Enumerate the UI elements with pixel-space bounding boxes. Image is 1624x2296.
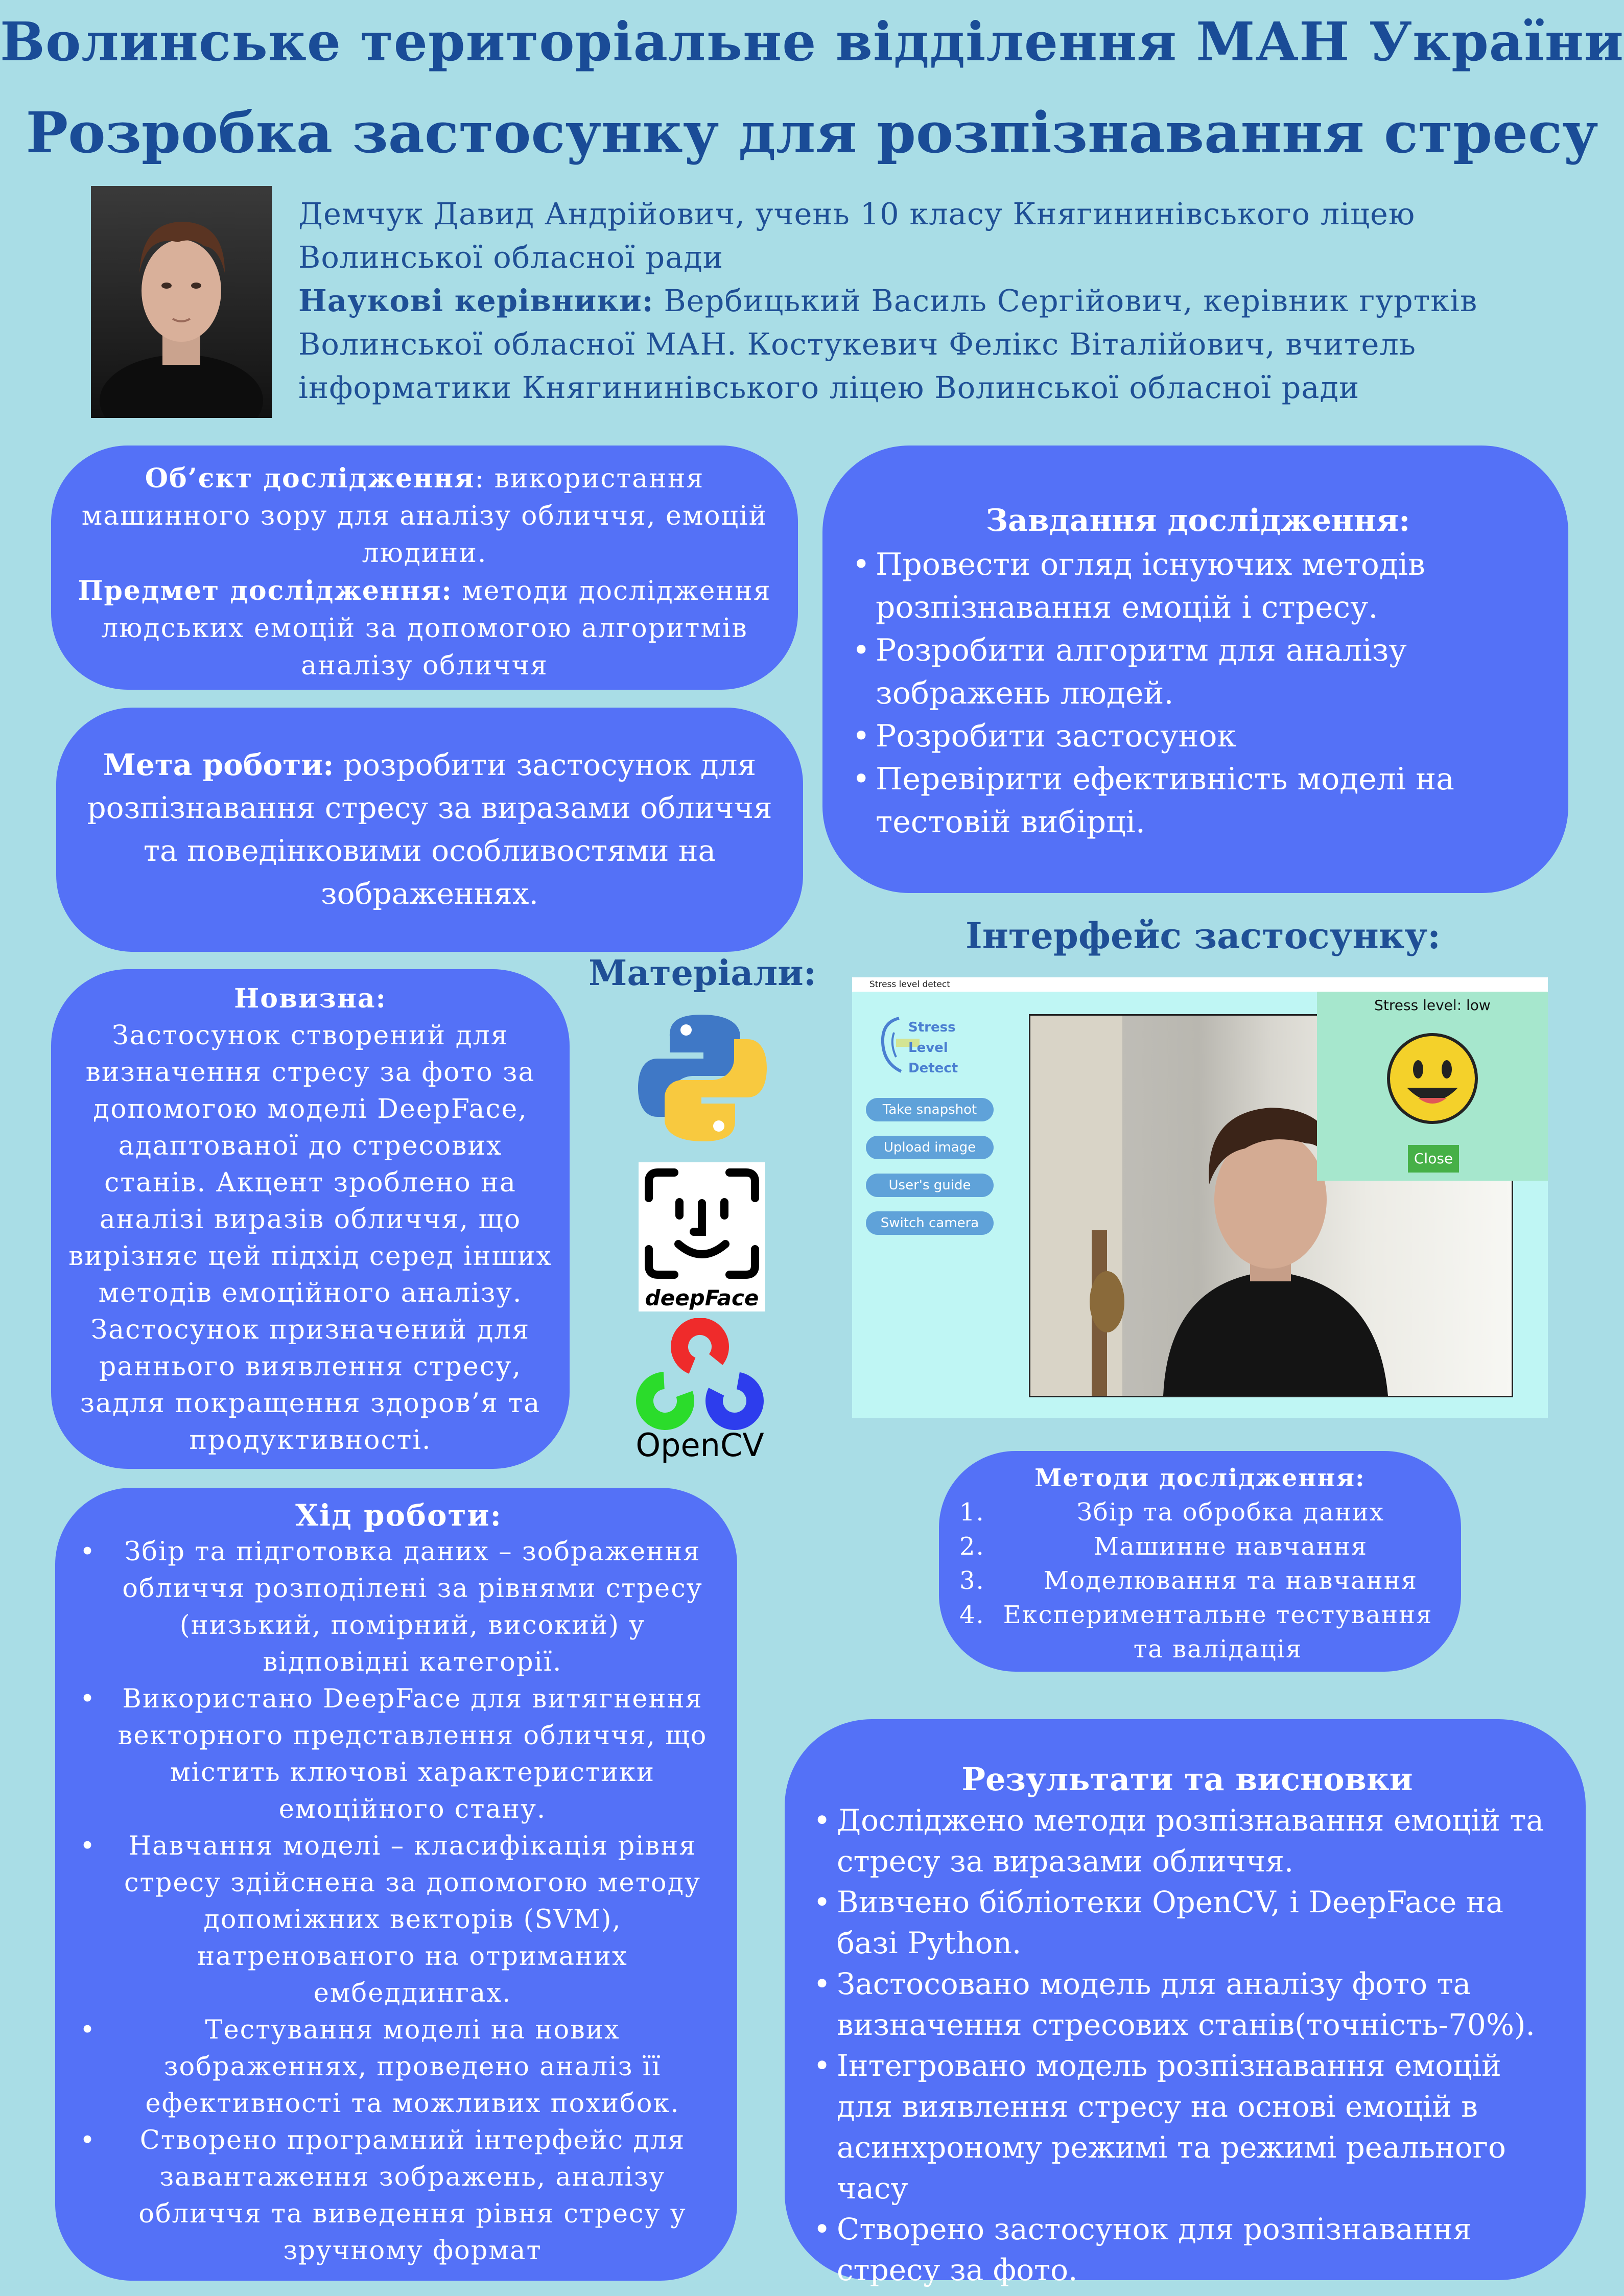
object-paragraph <box>72 460 778 572</box>
progress-block <box>55 1488 737 2281</box>
task-item: • Розробити алгоритм для аналізу зображень людей. <box>848 629 1548 715</box>
app-logo <box>879 1012 958 1079</box>
object-subject-block <box>51 446 798 690</box>
portrait-illustration <box>91 186 272 418</box>
author-info <box>298 192 1524 409</box>
upload-image-button[interactable]: Upload image <box>866 1136 994 1159</box>
goal-block <box>56 708 803 952</box>
logo-line: Level <box>908 1040 948 1056</box>
progress-title: Хід роботи: <box>295 1498 502 1533</box>
supervisors-label: Наукові керівники: <box>298 283 654 318</box>
interface-title: Інтерфейс застосунку: <box>966 915 1441 957</box>
tasks-title: Завдання дослідження: <box>985 503 1410 538</box>
methods-block <box>939 1451 1461 1672</box>
subject-label: Предмет дослідження: <box>78 575 453 606</box>
deepface-label: deepFace <box>645 1285 759 1310</box>
methods-item-2: 2. Машинне навчання <box>959 1530 1441 1564</box>
object-label: Об’єкт дослідження <box>145 463 475 494</box>
progress-item: • Збір та підготовка даних – зображення обличчя розподілені за рівнями стресу (низький, помірний, високий) у відповідні категорії. <box>76 1534 722 1681</box>
window-titlebar <box>852 977 1548 992</box>
goal-text: розробити застосунок для розпізнавання стресу за виразами обличчя та поведінковими особливостями на зображеннях. <box>87 747 772 911</box>
task-item: • Перевірити ефективність моделі на тестовій вибірці. <box>848 758 1548 844</box>
project-title: Розробка застосунку для розпізнавання стресу <box>26 100 1598 166</box>
users-guide-button[interactable]: User's guide <box>866 1174 994 1197</box>
results-item: • Інтегровано модель розпізнавання емоцій для виявлення стресу на основі емоцій в асинхроному режимі та режимі реального часу <box>809 2045 1565 2209</box>
python-logo <box>636 1012 769 1144</box>
deepface-logo <box>639 1162 765 1311</box>
methods-item-text: Моделювання та навчання <box>1043 1566 1418 1595</box>
progress-item: • Тестування моделі на нових зображеннях, проведено аналіз її ефективності та можливих похибок. <box>76 2012 722 2122</box>
app-screenshot <box>852 977 1548 1418</box>
smiley-icon <box>1386 1033 1478 1124</box>
supervisors-text-1: Вербицький Василь Сергійович, керівник гуртків <box>653 283 1478 318</box>
results-item: • Вивчено бібліотеки OpenCV, і DeepFace на базі Python. <box>809 1882 1565 1963</box>
institution-title: Волинське територіальне відділення МАН України <box>0 10 1624 73</box>
methods-item-text: Машинне навчання <box>1093 1532 1368 1561</box>
progress-list <box>76 1534 722 2269</box>
opencv-label: OpenCV <box>636 1426 764 1464</box>
methods-item-3: 3. Моделювання та навчання <box>959 1564 1441 1598</box>
goal-label: Мета роботи: <box>103 747 334 782</box>
methods-item-text: Збір та обробка даних <box>1077 1498 1384 1527</box>
results-title: Результати та висновки <box>961 1761 1413 1798</box>
tasks-block <box>822 446 1568 893</box>
take-snapshot-button[interactable]: Take snapshot <box>866 1098 994 1121</box>
methods-item-1: 1. Збір та обробка даних <box>959 1495 1441 1530</box>
supervisors-line-1 <box>298 279 1524 322</box>
progress-item: • Використано DeepFace для витягнення векторного представлення обличчя, що містить ключові характеристики емоційного стану. <box>76 1681 722 1828</box>
novelty-text: Застосунок створений для визначення стресу за фото за допомогою моделі DeepFace, адаптованої до стресових станів. Акцент зроблено на аналізі виразів обличчя, що вирізняє цей підхід серед інших методів емоційного аналізу. Застосунок призначений для раннього виявлення стресу, задля покращення здоров’я та продуктивності. <box>68 1020 552 1456</box>
stress-result-popup <box>1317 992 1548 1181</box>
opencv-logo <box>633 1318 766 1466</box>
author-line-2: Волинської обласної ради <box>298 240 723 275</box>
switch-camera-button[interactable]: Switch camera <box>866 1211 994 1235</box>
window-title: Stress level detect <box>869 979 950 990</box>
methods-item-4: 4. Експериментальне тестування та валідація <box>959 1598 1441 1667</box>
logo-line: Detect <box>908 1061 958 1076</box>
logo-line: Stress <box>908 1020 956 1035</box>
task-item: • Провести огляд існуючих методів розпізнавання емоцій і стресу. <box>848 543 1548 629</box>
supervisors-line-2: Волинської обласної МАН. Костукевич Фелікс Віталійович, вчитель <box>298 326 1417 362</box>
methods-item-text: Експериментальне тестування та валідація <box>1003 1601 1433 1664</box>
subject-paragraph <box>72 572 778 685</box>
tasks-list <box>848 543 1548 844</box>
subject-text: методи дослідження людських емоцій за допомогою алгоритмів аналізу обличчя <box>101 576 771 681</box>
goal-paragraph <box>66 743 793 915</box>
materials-title: Матеріали: <box>589 953 816 994</box>
progress-item: • Навчання моделі – класифікація рівня стресу здійснена за допомогою методу допоміжних векторів (SVM), натренованого на отриманих ембеддингах. <box>76 1828 722 2012</box>
stress-level-text: Stress level: low <box>1374 997 1491 1014</box>
close-button[interactable]: Close <box>1408 1145 1459 1173</box>
novelty-block <box>51 969 570 1469</box>
results-item: • Досліджено методи розпізнавання емоцій та стресу за виразами обличчя. <box>809 1800 1565 1882</box>
task-item: • Розробити застосунок <box>848 715 1548 758</box>
author-line-1: Демчук Давид Андрійович, учень 10 класу Княгининівського ліцею <box>298 196 1416 231</box>
results-block <box>785 1719 1586 2287</box>
results-list <box>809 1800 1565 2290</box>
object-text: : використання машинного зору для аналізу обличчя, емоцій людини. <box>81 463 768 569</box>
results-item: • Застосовано модель для аналізу фото та визначення стресових станів(точність-70%). <box>809 1963 1565 2045</box>
author-portrait <box>91 186 272 418</box>
progress-item: • Створено програмний інтерфейс для завантаження зображень, аналізу обличчя та виведення рівня стресу у зручному формат <box>76 2122 722 2269</box>
novelty-title: Новизна: <box>234 983 387 1014</box>
methods-title: Методи дослідження: <box>1034 1464 1366 1492</box>
results-item: • Створено застосунок для розпізнавання стресу за фото. <box>809 2209 1565 2290</box>
supervisors-line-3: інформатики Княгининівського ліцею Волинської обласної ради <box>298 370 1360 405</box>
